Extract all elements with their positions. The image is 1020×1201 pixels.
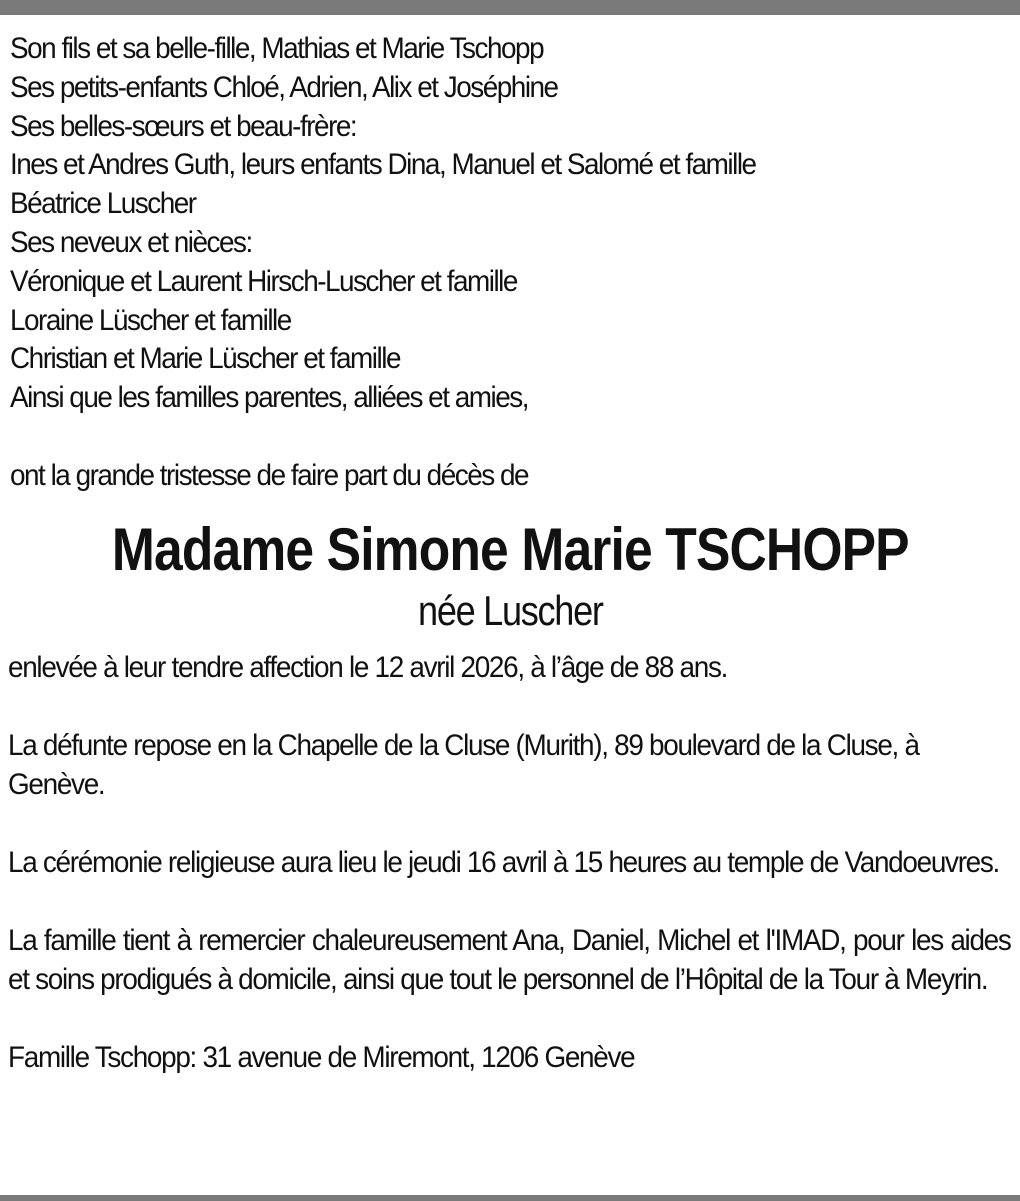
maiden-name: née Luscher <box>417 586 603 634</box>
thanks-text: La famille tient à remercier chaleureusement Ana, Daniel, Michel et l'IMAD, pour les aides et soins prodigués à domicile, ainsi que tout le personnel de l’Hôpital de la Tour à Meyrin. <box>8 923 1011 996</box>
obituary-notice <box>8 30 1012 1077</box>
family-line: Béatrice Luscher <box>10 187 196 221</box>
top-border-bar <box>0 0 1020 15</box>
ceremony-text: La cérémonie religieuse aura lieu le jeudi 16 avril à 15 heures au temple de Vandoeuvres. <box>8 845 1000 879</box>
announcement-text: ont la grande tristesse de faire part du décès de <box>10 458 529 492</box>
bottom-border-bar <box>0 1195 1020 1201</box>
family-line: Christian et Marie Lüscher et famille <box>10 342 400 376</box>
passing-text: enlevée à leur tendre affection le 12 avril 2026, à l’âge de 88 ans. <box>8 650 728 684</box>
family-members-list <box>10 30 1012 418</box>
family-line: Ainsi que les familles parentes, alliées et amies, <box>10 381 528 415</box>
deceased-name: Madame Simone Marie TSCHOPP <box>111 515 909 583</box>
rest-place-text: La défunte repose en la Chapelle de la Cluse (Murith), 89 boulevard de la Cluse, à Genève. <box>8 728 919 801</box>
family-line: Ses belles-sœurs et beau-frère: <box>10 109 357 143</box>
family-line: Son fils et sa belle-fille, Mathias et Marie Tschopp <box>10 32 544 65</box>
family-line: Ses petits-enfants Chloé, Adrien, Alix et Joséphine <box>10 70 558 104</box>
family-line: Ines et Andres Guth, leurs enfants Dina, Manuel et Salomé et famille <box>10 148 756 182</box>
family-line: Ses neveux et nièces: <box>10 225 252 259</box>
family-line: Véronique et Laurent Hirsch-Luscher et famille <box>10 264 517 298</box>
family-address: Famille Tschopp: 31 avenue de Miremont, 1206 Genève <box>8 1040 635 1074</box>
deceased-block <box>8 514 1012 636</box>
family-line: Loraine Lüscher et famille <box>10 303 291 337</box>
